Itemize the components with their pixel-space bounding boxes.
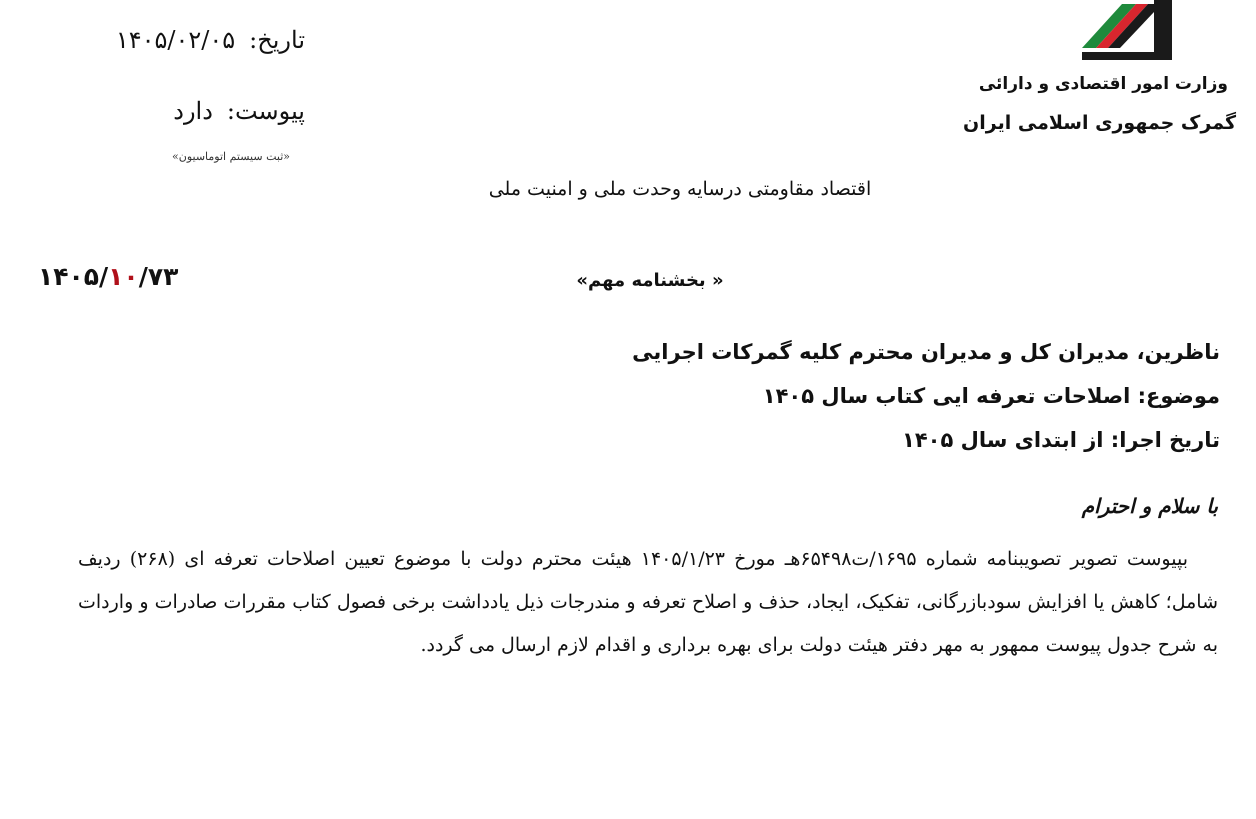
execution-date-line: تاریخ اجرا: از ابتدای سال ۱۴۰۵ xyxy=(902,428,1220,452)
ministry-name: وزارت امور اقتصادی و دارائی xyxy=(978,74,1228,94)
document-number xyxy=(38,262,178,291)
customs-logo-icon xyxy=(1082,0,1174,64)
date-label: تاریخ: xyxy=(249,26,305,54)
customs-logo xyxy=(1082,0,1174,64)
slogan: اقتصاد مقاومتی درسایه وحدت ملی و امنیت ملی xyxy=(488,178,872,200)
document-number-part3: /۷۳ xyxy=(138,262,179,291)
system-note: «ثبت سیستم اتوماسیون» xyxy=(172,150,290,163)
attachment-value: دارد xyxy=(173,97,213,125)
attachment-row xyxy=(60,97,305,125)
date-row xyxy=(60,26,305,54)
circular-title: « بخشنامه مهم» xyxy=(576,270,724,291)
body-paragraph: بپیوست تصویر تصویبنامه شماره ۱۶۹۵/ت۶۵۴۹۸هـ مورخ ۱۴۰۵/۱/۲۳ هیئت محترم دولت با موضوع تعیین اصلاحات تعرفه ای (۲۶۸) ردیف شامل؛ کاهش یا افزایش سودبازرگانی، تفکیک، ایجاد، حذف و اصلاح تعرفه و مندرجات ذیل یادداشت برخی فصول کتاب مقررات صادرات و واردات به شرح جدول پیوست ممهور به مهر دفتر هیئت دولت برای بهره برداری و اقدام لازم ارسال می گردد. xyxy=(78,548,1218,656)
attachment-label: پیوست: xyxy=(226,97,305,125)
document-number-part2: ۱۰ xyxy=(108,262,139,291)
greeting: با سلام و احترام xyxy=(1081,494,1218,518)
customs-name: گمرک جمهوری اسلامی ایران xyxy=(963,112,1236,134)
date-value: ۱۴۰۵/۰۲/۰۵ xyxy=(115,26,236,54)
document-number-part1: ۱۴۰۵/ xyxy=(38,262,109,291)
subject-line: موضوع: اصلاحات تعرفه ایی کتاب سال ۱۴۰۵ xyxy=(762,384,1220,408)
recipients-line: ناظرین، مدیران کل و مدیران محترم کلیه گمرکات اجرایی xyxy=(632,340,1220,364)
